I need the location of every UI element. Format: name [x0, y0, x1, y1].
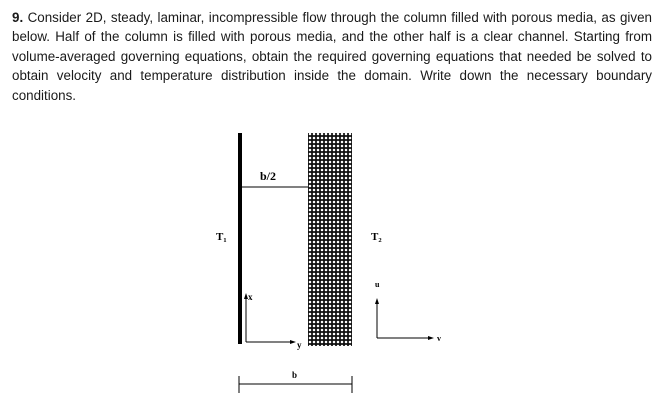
- half-width-label: b/2: [260, 169, 277, 183]
- width-label: b: [292, 370, 298, 380]
- porous-media-region: [308, 133, 352, 346]
- v-label: v: [437, 334, 441, 343]
- x-axis-label: x: [248, 292, 253, 302]
- uv-axes: [375, 298, 434, 340]
- y-axis-label: y: [297, 340, 302, 350]
- left-temperature-label: T₁: [216, 231, 227, 243]
- question-number: 9.: [12, 10, 24, 25]
- right-temperature-label: T₂: [371, 231, 382, 243]
- u-label: u: [375, 280, 380, 289]
- left-wall: [238, 133, 242, 344]
- question-body: Consider 2D, steady, laminar, incompressible flow through the column filled with porous media, as given below. Half of the column is filled with porous media, and the other half is a clear channel. Starting from volume-averaged governing equations, obtain the required governing equations that needed be solved to obtain velocity and temperature distribution inside the domain. Write down the necessary boundary conditions.: [12, 10, 652, 103]
